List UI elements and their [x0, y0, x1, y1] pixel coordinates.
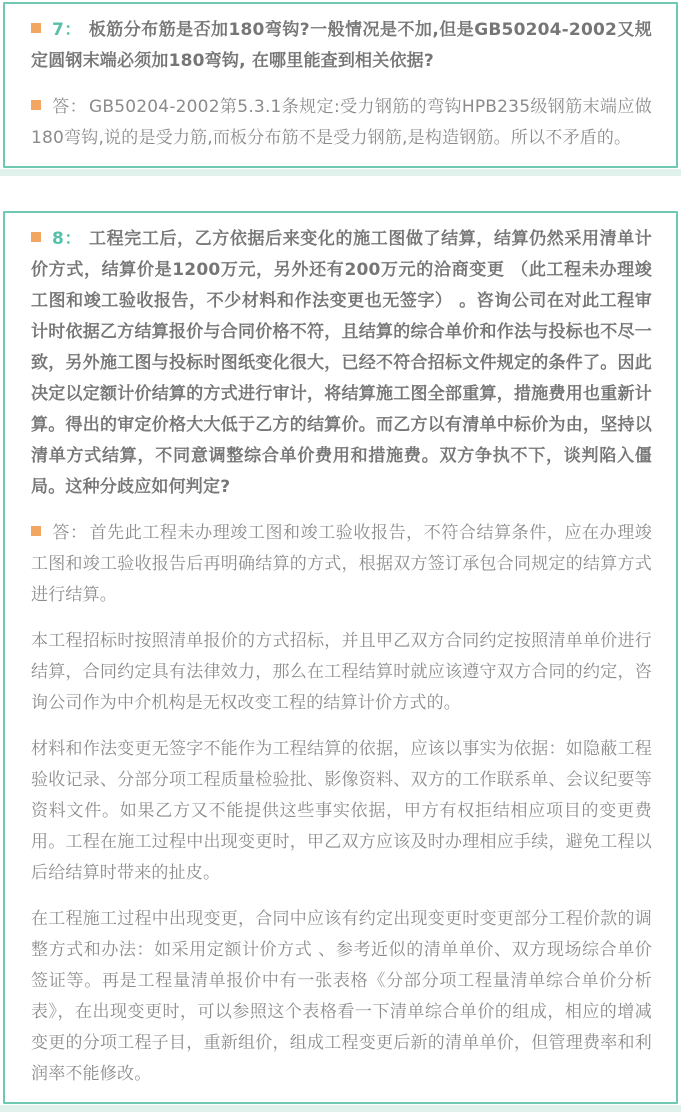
qa-card-question-7: [3, 2, 678, 168]
answer-7-paragraph: [31, 92, 652, 154]
qa-card-question-8: [3, 211, 678, 1104]
question-8-line: [31, 224, 652, 503]
answer-8-paragraph-4: 在工程施工过程中出现变更，合同中应该有约定出现变更时变更部分工程价款的调整方式和办法：如采用定额计价方式 、参考近似的清单单价、双方现场综合单价签证等。再是工程量清单报价中有一张表格《分部分项工程量清单综合单价分析表》，在出现变更时，可以参照这个表格看一下清单综合单价的组成，相应的增减变更的分项工程子目，重新组价，组成工程变更后新的清单单价，但管理费率和利润率不能修改。: [31, 909, 652, 1084]
question-7-number: 7：: [52, 20, 82, 40]
answer-8-paragraph-3: 材料和作法变更无签字不能作为工程结算的依据，应该以事实为依据：如隐蔽工程验收记录、分部分项工程质量检验批、影像资料、双方的工作联系单、会议纪要等资料文件。如果乙方又不能提供这些事实依据，甲方有权拒结相应项目的变更费用。工程在施工过程中出现变更时，甲乙双方应该及时办理相应手续，避免工程以后给结算时带来的扯皮。: [31, 739, 652, 883]
answer-8-paragraph-2: 本工程招标时按照清单报价的方式招标，并且甲乙双方合同约定按照清单单价进行结算，合同约定具有法律效力，那么在工程结算时就应该遵守双方合同的约定，咨询公司作为中介机构是无权改变工程的结算计价方式的。: [31, 631, 652, 713]
bullet-square-icon: [31, 232, 41, 242]
answer-8-text-1: 首先此工程未办理竣工图和竣工验收报告，不符合结算条件，应在办理竣工图和竣工验收报告后再明确结算的方式，根据双方签订承包合同规定的结算方式进行结算。: [31, 523, 653, 605]
card-gap: [0, 176, 681, 211]
bullet-square-icon: [31, 100, 41, 110]
question-8-text: 工程完工后，乙方依据后来变化的施工图做了结算，结算仍然采用清单计价方式，结算价是1200万元，另外还有200万元的洽商变更 （此工程未办理竣工图和竣工验收报告，不少材料和作法变更也无签字） 。咨询公司在对此工程审计时依据乙方结算报价与合同价格不符，且结算的综合单价和作法与投标也不尽一致，另外施工图与投标时图纸变化很大，已经不符合招标文件规定的条件了。因此决定以定额计价结算的方式进行审计，将结算施工图全部重算，措施费用也重新计算。得出的审定价格大大低于乙方的结算价。而乙方以有清单中标价为由，坚持以清单方式结算，不同意调整综合单价费用和措施费。双方争执不下，谈判陷入僵局。这种分歧应如何判定?: [31, 229, 652, 497]
answer-8-label: 答：: [52, 523, 88, 543]
answer-7-label: 答：: [52, 97, 87, 117]
bullet-square-icon: [31, 526, 41, 536]
answer-8-paragraph-1: [31, 518, 652, 611]
answer-7-text: GB50204-2002第5.3.1条规定:受力钢筋的弯钩HPB235级钢筋末端应做180弯钩,说的是受力筋,而板分布筋不是受力钢筋,是构造钢筋。所以不矛盾的。: [31, 97, 652, 148]
question-7-line: [31, 15, 652, 77]
question-7-text: 板筋分布筋是否加180弯钩?一般情况是不加,但是GB50204-2002又规定圆钢末端必须加180弯钩, 在哪里能查到相关依据?: [31, 20, 652, 71]
bullet-square-icon: [31, 23, 41, 33]
question-8-number: 8：: [52, 229, 83, 249]
card-shadow-strip: [0, 1105, 681, 1112]
card-shadow-strip: [0, 169, 681, 176]
